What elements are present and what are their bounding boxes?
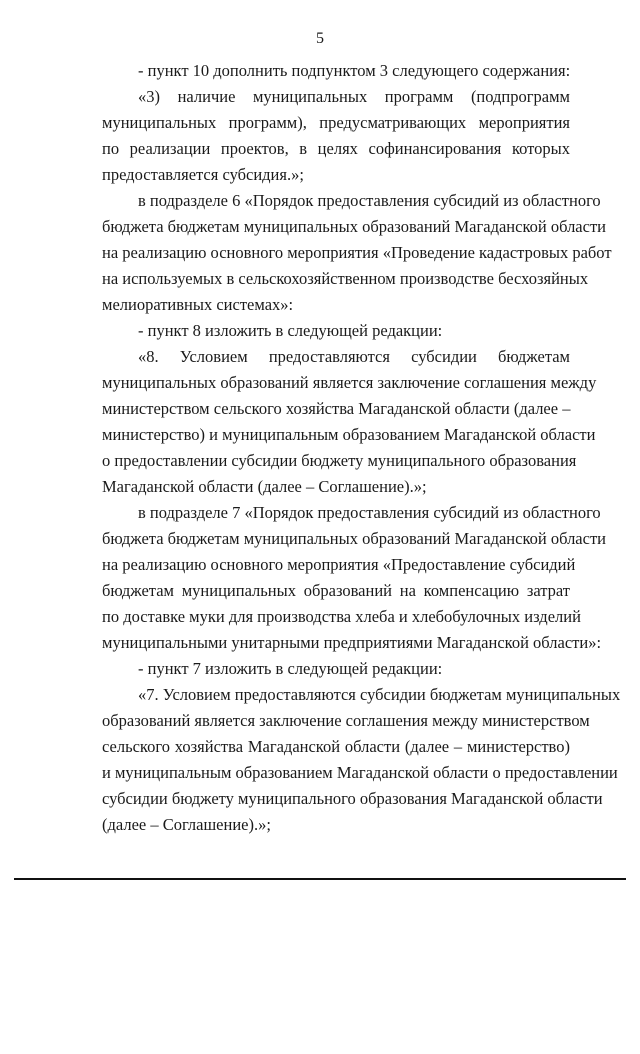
text-line: субсидии бюджету муниципального образования Магаданской области	[102, 789, 603, 808]
text-line: (далее – Соглашение).»;	[102, 815, 271, 834]
text-line: о предоставлении субсидии бюджету муниципального образования	[102, 451, 577, 470]
bottom-rule	[14, 878, 626, 880]
page-number: 5	[316, 30, 324, 47]
text-line: министерством сельского хозяйства Магаданской области (далее –	[102, 399, 571, 418]
text-line: бюджета бюджетам муниципальных образований Магаданской области	[102, 217, 606, 236]
text-line: - пункт 10 дополнить подпунктом 3 следующего содержания:	[138, 61, 571, 80]
text-line: и муниципальным образованием Магаданской области о предоставлении	[102, 763, 618, 782]
text-line: предоставляется субсидия.»;	[102, 165, 304, 184]
text-line: муниципальными унитарными предприятиями Магаданской области»:	[102, 633, 602, 652]
text-line: на реализацию основного мероприятия «Проведение кадастровых работ	[102, 243, 612, 262]
document-body	[102, 58, 621, 838]
text-line: в подразделе 7 «Порядок предоставления субсидий из областного	[138, 503, 601, 522]
text-line: бюджетам муниципальных образований на компенсацию затрат	[102, 581, 570, 600]
text-line: мелиоративных системах»:	[102, 295, 294, 314]
text-line: - пункт 8 изложить в следующей редакции:	[138, 321, 443, 340]
text-line: по доставке муки для производства хлеба и хлебобулочных изделий	[102, 607, 581, 626]
text-line: сельского хозяйства Магаданской области (далее – министерство)	[102, 737, 570, 756]
text-line: образований является заключение соглашения между министерством	[102, 711, 590, 730]
text-line: «7. Условием предоставляются субсидии бюджетам муниципальных	[138, 685, 621, 704]
text-line: в подразделе 6 «Порядок предоставления субсидий из областного	[138, 191, 601, 210]
text-line: «3) наличие муниципальных программ (подпрограмм	[138, 87, 570, 106]
text-line: муниципальных образований является заключение соглашения между	[102, 373, 597, 392]
text-line: на реализацию основного мероприятия «Предоставление субсидий	[102, 555, 576, 574]
text-line: муниципальных программ), предусматривающих мероприятия	[102, 113, 570, 132]
text-line: Магаданской области (далее – Соглашение).»;	[102, 477, 427, 496]
text-line: - пункт 7 изложить в следующей редакции:	[138, 659, 443, 678]
text-line: «8. Условием предоставляются субсидии бюджетам	[138, 347, 570, 366]
text-line: бюджета бюджетам муниципальных образований Магаданской области	[102, 529, 606, 548]
text-line: на используемых в сельскохозяйственном производстве бесхозяйных	[102, 269, 589, 288]
text-line: по реализации проектов, в целях софинансирования которых	[102, 139, 570, 158]
text-line: министерство) и муниципальным образованием Магаданской области	[102, 425, 596, 444]
